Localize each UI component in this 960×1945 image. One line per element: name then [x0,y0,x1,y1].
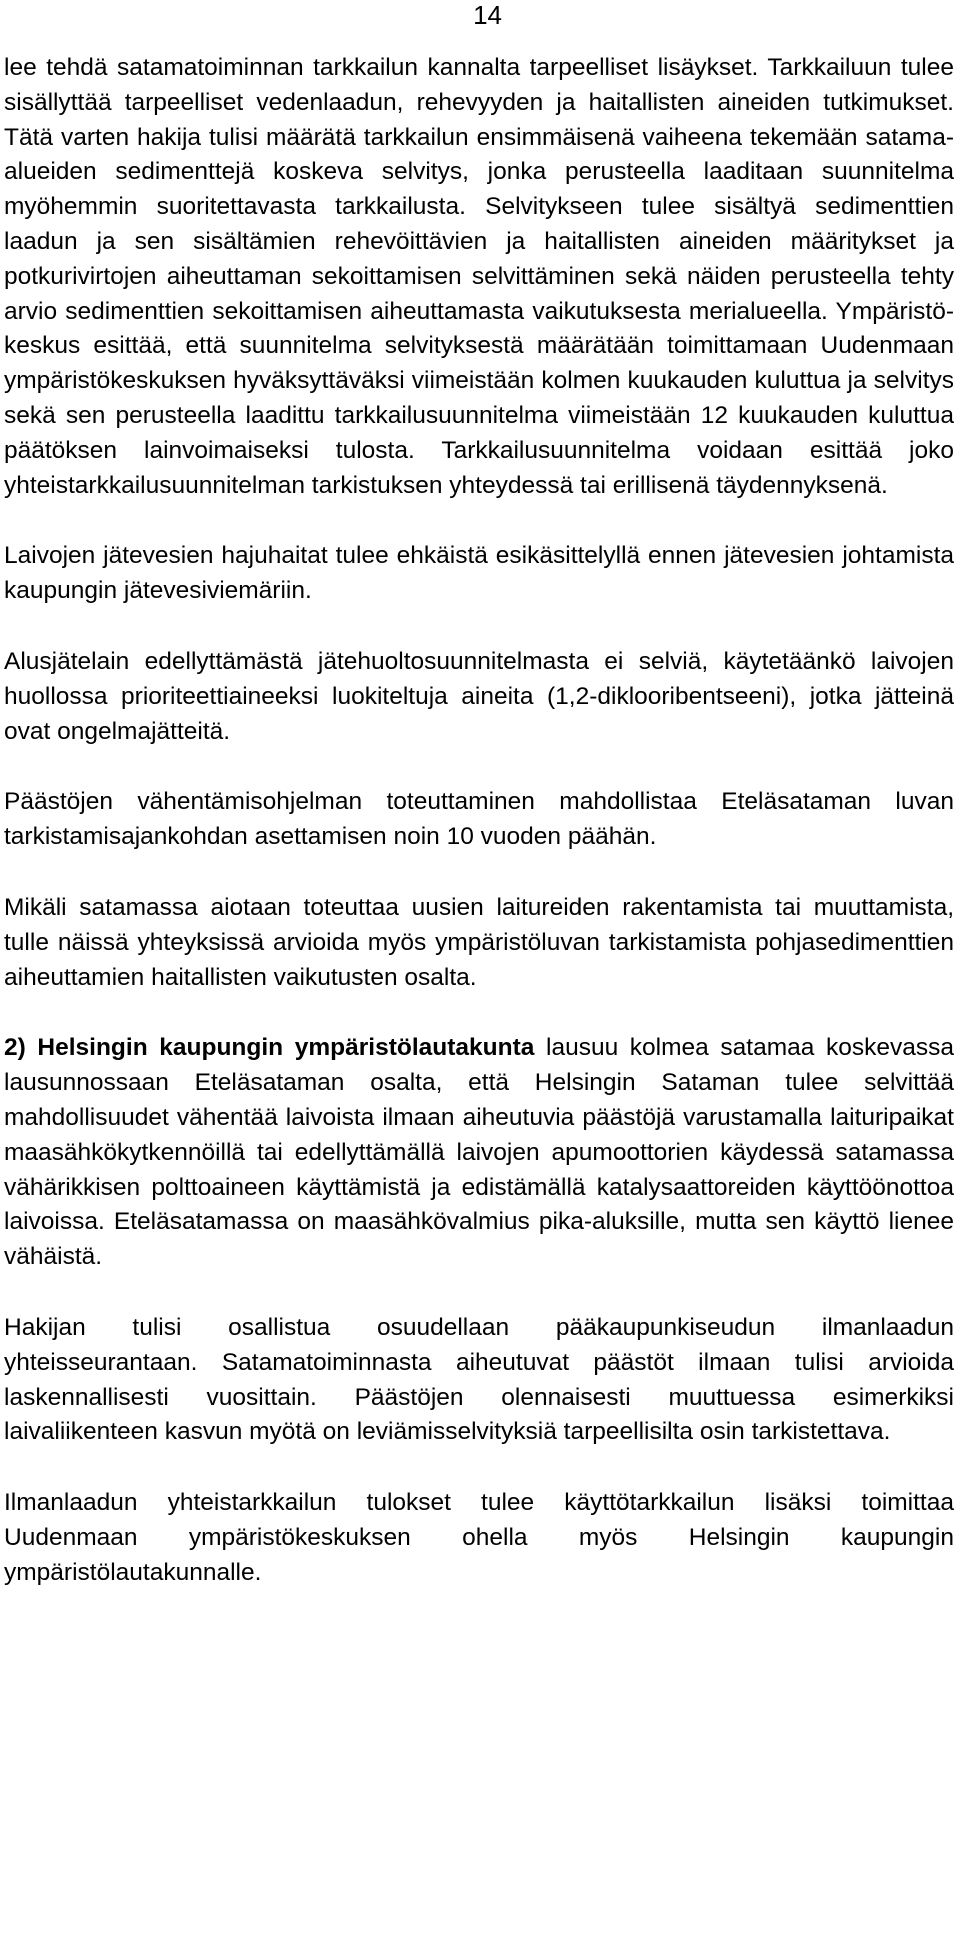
paragraph-air-quality-results: Ilmanlaadun yhteistarkkailun tulokset tulee käyttötarkkailun lisäksi toimittaa Uudenmaan ympäristökeskuksen ohella myös Helsingin kaupungin ympäristölautakunnalle. [4,1489,954,1586]
paragraph-monitoring-requirements: lee tehdä satamatoiminnan tarkkailun kannalta tarpeelliset lisäykset. Tarkkailuun tulee sisällyttää tarpeelliset vedenlaadun, rehevyyden ja haitallisten aineiden tutkimukset. Tätä varten hakija tulisi määrätä tarkkailun ensimmäisenä vaiheena tekemään satama-alueiden sedimenttejä koskeva selvitys, jonka perusteella laaditaan suunnitelma myöhemmin suoritettavasta tarkkailusta. Selvitykseen tulee sisältyä sedimenttien laadun ja sen sisältämien rehevöittävien ja haitallisten aineiden määritykset ja potkurivirtojen aiheuttaman sekoittamisen selvittäminen sekä näiden perusteella tehty arvio sedimenttien sekoittamisen aiheuttamasta vaikutuksesta merialueella. Ympäristökeskus esittää, että suunnitelma selvityksestä määrätään toimittamaan Uudenmaan ympäristökeskuksen hyväksyttäväksi viimeistään kolmen kuukauden kuluttua ja selvitys sekä sen perusteella laadittu tarkkailusuunnitelma viimeistään 12 kuukauden kuluttua päätöksen lainvoimaiseksi tulosta. Tarkkailusuunnitelma voidaan esittää joko yhteistarkkailusuunnitelman tarkistuksen yhteydessä tai erillisenä täydennyksenä. [4,54,954,499]
paragraph-air-quality-monitoring: Hakijan tulisi osallistua osuudellaan pääkaupunkiseudun ilmanlaadun yhteisseurantaan. Satamatoiminnasta aiheutuvat päästöt ilmaan tulisi arvioida laskennallisesti vuosittain. Päästöjen olennaisesti muuttuessa esimerkiksi laivaliikenteen kasvun myötä on leviämisselvityksiä tarpeellisilta osin tarkistettava. [4,1313,954,1446]
environment-board-heading: 2) Helsingin kaupungin ympäristölautakunta [4,1034,535,1062]
paragraph-ship-waste-plan: Alusjätelain edellyttämästä jätehuoltosuunnitelmasta ei selviä, käytetäänkö laivojen huollossa prioriteettiaineeksi luokiteltuja aineita (1,2-diklooribentseeni), jotka jätteinä ovat ongelmajätteitä. [4,647,954,745]
paragraph-wastewater-odour: Laivojen jätevesien hajuhaitat tulee ehkäistä esikäsittelyllä ennen jätevesien johtamista kaupungin jätevesiviemäriin. [4,542,954,605]
page-number: 14 [473,0,502,30]
paragraph-environment-board-statement [4,1031,954,1275]
paragraph-new-quays: Mikäli satamassa aiotaan toteuttaa uusien laitureiden rakentamista tai muuttamista, tulle näissä yhteyksissä arvioida myös ympäristöluvan tarkistamista pohjasedimenttien aiheuttamien haitallisten vaikutusten osalta. [4,893,954,991]
paragraph-emission-reduction: Päästöjen vähentämisohjelman toteuttaminen mahdollistaa Eteläsataman luvan tarkistamisajankohdan asettamisen noin 10 vuoden päähän. [4,788,954,851]
document-body [4,51,954,1590]
environment-board-text: lausuu kolmea satamaa koskevassa lausunnossaan Eteläsataman osalta, että Helsingin Sataman tulee selvittää mahdollisuudet vähentää laivoista ilmaan aiheutuvia päästöjä varustamalla laituripaikat maasähkökytkennöillä tai edellyttämällä laivojen apumoottorien käydessä satamassa vähärikkisen polttoaineen käyttämistä ja edistämällä katalysaattoreiden käyttöönottoa laivoissa. Eteläsatamassa on maasähkövalmius pika-aluksille, mutta sen käyttö lienee vähäistä. [4,1034,954,1271]
